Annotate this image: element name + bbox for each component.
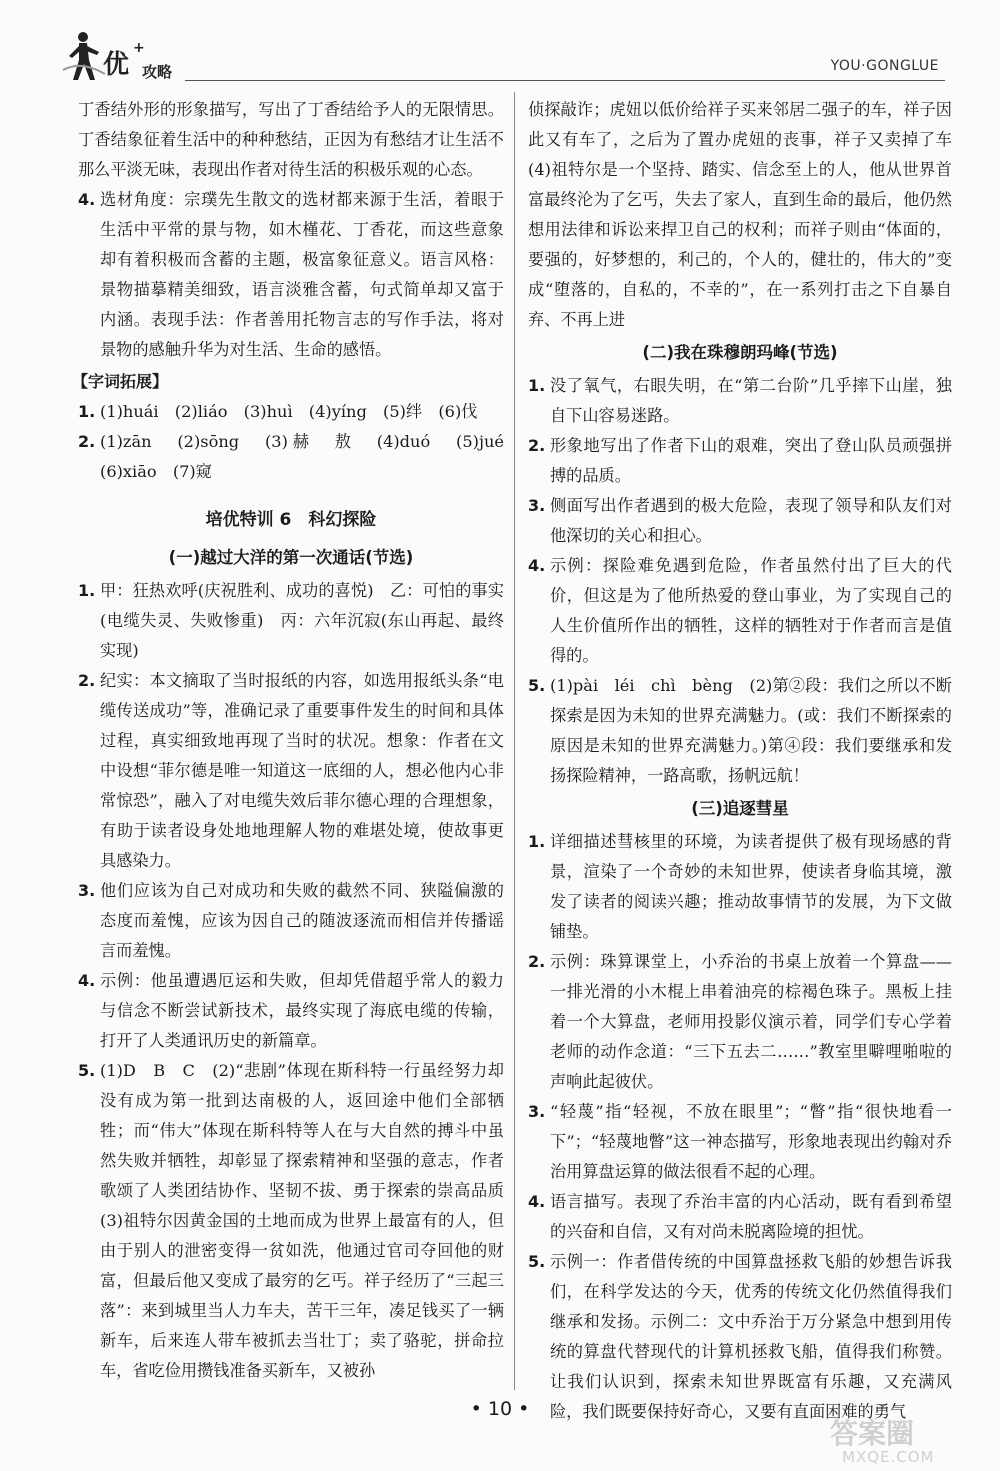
item-number: 1.	[78, 581, 96, 600]
item-number: 4.	[528, 556, 546, 575]
item-number: 2.	[78, 432, 96, 451]
list-item	[78, 576, 504, 666]
section-heading: (二)我在珠穆朗玛峰(节选)	[642, 343, 838, 362]
item-number: 4.	[528, 1192, 546, 1211]
list-item	[78, 966, 504, 1056]
item-number: 1.	[528, 832, 546, 851]
item-text: 语言描写。表现了乔治丰富的内心活动，既有看到希望的兴奋和自信，又有对尚未脱离险境的担忧。	[550, 1192, 952, 1241]
item-number: 3.	[528, 496, 546, 515]
item-number: 1.	[78, 402, 96, 421]
item-number: 4.	[78, 190, 96, 209]
item-number: 2.	[528, 952, 546, 971]
list-item	[528, 1187, 952, 1247]
page-header	[55, 28, 945, 86]
section-tag: 【字词拓展】	[72, 372, 169, 391]
logo-plus: +	[133, 40, 145, 56]
item-text: 示例一：作者借传统的中国算盘拯救飞船的妙想告诉我们，在科学发达的今天，优秀的传统文化仍然值得我们继承和发扬。示例二：文中乔治于万分紧急中想到用传统的算盘代替现代的计算机拯救飞船，值得我们称赞。让我们认识到，探索未知世界既富有乐趣，又充满风险，我们既要保持好奇心，又要有直面困难的勇气	[550, 1252, 952, 1421]
section-heading: (一)越过大洋的第一次通话(节选)	[168, 548, 414, 567]
watermark	[808, 1412, 988, 1468]
left-column	[72, 95, 521, 1386]
item-text: 示例：探险难免遇到危险，作者虽然付出了巨大的代价，但这是为了他所热爱的登山事业，为了实现自己的人生价值所作出的牺牲，这样的牺牲对于作者而言是值得的。	[550, 556, 952, 665]
runner-logo-icon	[61, 30, 107, 84]
section-heading: (三)追逐彗星	[691, 799, 789, 818]
item-text: 示例：珠算课堂上，小乔治的书桌上放着一个算盘——一排光滑的小木棍上串着油亮的棕褐色珠子。黑板上挂着一个大算盘，老师用投影仪演示着，同学们专心学着老师的动作念道：“三下五去二……”教室里噼哩啪啦的声响此起彼伏。	[550, 952, 952, 1091]
item-number: 3.	[528, 1102, 546, 1121]
item-text: 形象地写出了作者下山的艰难，突出了登山队员顽强拼搏的品质。	[550, 436, 952, 485]
brand-name: YOU·GONGLUE	[830, 58, 939, 74]
right-column	[528, 95, 969, 1427]
item-text: (1)pài léi chì bèng (2)第②段：我们之所以不断探索是因为未知的世界充满魅力。(或：我们不断探索的原因是未知的世界充满魅力。)第④段：我们要继承和发扬探险精神，一路高歌，扬帆远航！	[550, 676, 952, 785]
list-item	[528, 1097, 952, 1187]
list-item	[528, 551, 952, 671]
item-number: 2.	[528, 436, 546, 455]
item-number: 5.	[528, 1252, 546, 1271]
item-text: 甲：狂热欢呼(庆祝胜利、成功的喜悦) 乙：可怕的事实(电缆失灵、失败惨重) 丙：六年沉寂(东山再起、最终实现)	[100, 581, 504, 660]
list-item	[528, 371, 952, 431]
item-number: 5.	[78, 1061, 96, 1080]
item-number: 2.	[78, 671, 96, 690]
list-item	[528, 431, 952, 491]
list-item	[528, 947, 952, 1097]
list-item	[78, 666, 504, 876]
watermark-text: 答案圈	[830, 1417, 915, 1450]
continuation-paragraph: 侦探敲诈；虎妞以低价给祥子买来邻居二强子的车，祥子因此又有车了，之后为了置办虎妞的丧事，祥子又卖掉了车 (4)祖特尔是一个坚持、踏实、信念至上的人，他从世界首富最终沦为了乞丐，失去了家人，直到生命的最后，他仍然想用法律和诉讼来捍卫自己的权利；而祥子则由“体面的，要强的，好梦想的，利己的，个人的，健壮的，伟大的”变成“堕落的，自私的，不幸的”，在一系列打击之下自暴自弃、不再上进	[528, 100, 969, 329]
header-rule	[185, 80, 945, 81]
item-number: 5.	[528, 676, 546, 695]
item-text: (1)huái (2)liáo (3)huì (4)yíng (5)绊 (6)伐	[100, 402, 478, 421]
item-text: 侧面写出作者遇到的极大危险，表现了领导和队友们对他深切的关心和担心。	[550, 496, 952, 545]
unit-heading: 培优特训 6 科幻探险	[205, 510, 377, 530]
item-number: 1.	[528, 376, 546, 395]
intro-paragraph: 丁香结外形的形象描写，写出了丁香结给予人的无限情思。丁香结象征着生活中的种种愁结，正因为有愁结才让生活不那么平淡无味，表现出作者对待生活的积极乐观的心态。	[78, 100, 504, 179]
logo-main: 优	[103, 50, 130, 80]
item-text: (1)D B C (2)“悲剧”体现在斯科特一行虽经努力却没有成为第一批到达南极的人，返回途中他们全部牺牲；而“伟大”体现在斯科特等人在与大自然的搏斗中虽然失败并牺牲，却彰显了探索精神和坚强的意志，作者歌颂了人类团结协作、坚韧不拔、勇于探索的崇高品质 (3)祖特尔因黄金国的土地而成为世界上最富有的人，但由于别人的泄密变得一贫如洗，他通过官司夺回他的财富，但最后他又变成了最穷的乞丐。祥子经历了“三起三落”：来到城里当人力车夫，苦干三年，凑足钱买了一辆新车，后来连人带车被抓去当壮丁；卖了骆驼，拼命拉车，省吃俭用攒钱准备买新车，又被孙	[100, 1061, 521, 1380]
item-text: (1)zān (2)sōng (3)赫 敖 (4)duó (5)jué (6)xiāo (7)窥	[100, 432, 521, 481]
list-item	[78, 185, 504, 365]
item-text: 详细描述彗核里的环境，为读者提供了极有现场感的背景，渲染了一个奇妙的未知世界，使读者身临其境，激发了读者的阅读兴趣；推动故事情节的发展，为下文做铺垫。	[550, 832, 952, 941]
list-item	[78, 1056, 521, 1386]
item-number: 4.	[78, 971, 96, 990]
item-text: 选材角度：宗璞先生散文的选材都来源于生活，着眼于生活中平常的景与物，如木槿花、丁香花，而这些意象却有着积极而含蓄的主题，极富象征意义。语言风格：景物描摹精美细致，语言淡雅含蓄，句式简单却又富于内涵。表现手法：作者善用托物言志的写作手法，将对景物的感触升华为对生活、生命的感悟。	[100, 190, 504, 359]
list-item	[528, 671, 952, 791]
list-item	[78, 397, 504, 427]
list-item	[528, 827, 952, 947]
watermark-url: MXQE.COM	[842, 1448, 935, 1466]
logo-badge: 攻略	[142, 63, 173, 81]
list-item	[528, 491, 952, 551]
list-item	[78, 427, 521, 487]
page-number: • 10 •	[470, 1398, 530, 1420]
item-text: 纪实：本文摘取了当时报纸的内容，如选用报纸头条“电缆传送成功”等，准确记录了重要事件发生的时间和具体过程，真实细致地再现了当时的状况。想象：作者在文中设想“菲尔德是唯一知道这一底细的人，想必他内心非常惊恐”，融入了对电缆失效后菲尔德心理的合理想象，有助于读者设身处地地理解人物的难堪处境，使故事更具感染力。	[100, 671, 504, 870]
item-text: “轻蔑”指“轻视，不放在眼里”；“瞥”指“很快地看一下”；“轻蔑地瞥”这一神态描写，形象地表现出约翰对乔治用算盘运算的做法很看不起的心理。	[550, 1102, 952, 1181]
item-text: 他们应该为自己对成功和失败的截然不同、狭隘偏激的态度而羞愧，应该为因自己的随波逐流而相信并传播谣言而羞愧。	[100, 881, 504, 960]
list-item	[78, 876, 504, 966]
item-text: 示例：他虽遭遇厄运和失败，但却凭借超乎常人的毅力与信念不断尝试新技术，最终实现了海底电缆的传输，打开了人类通讯历史的新篇章。	[100, 971, 504, 1050]
item-number: 3.	[78, 881, 96, 900]
item-text: 没了氧气，右眼失明，在“第二台阶”几乎摔下山崖，独自下山容易迷路。	[550, 376, 952, 425]
